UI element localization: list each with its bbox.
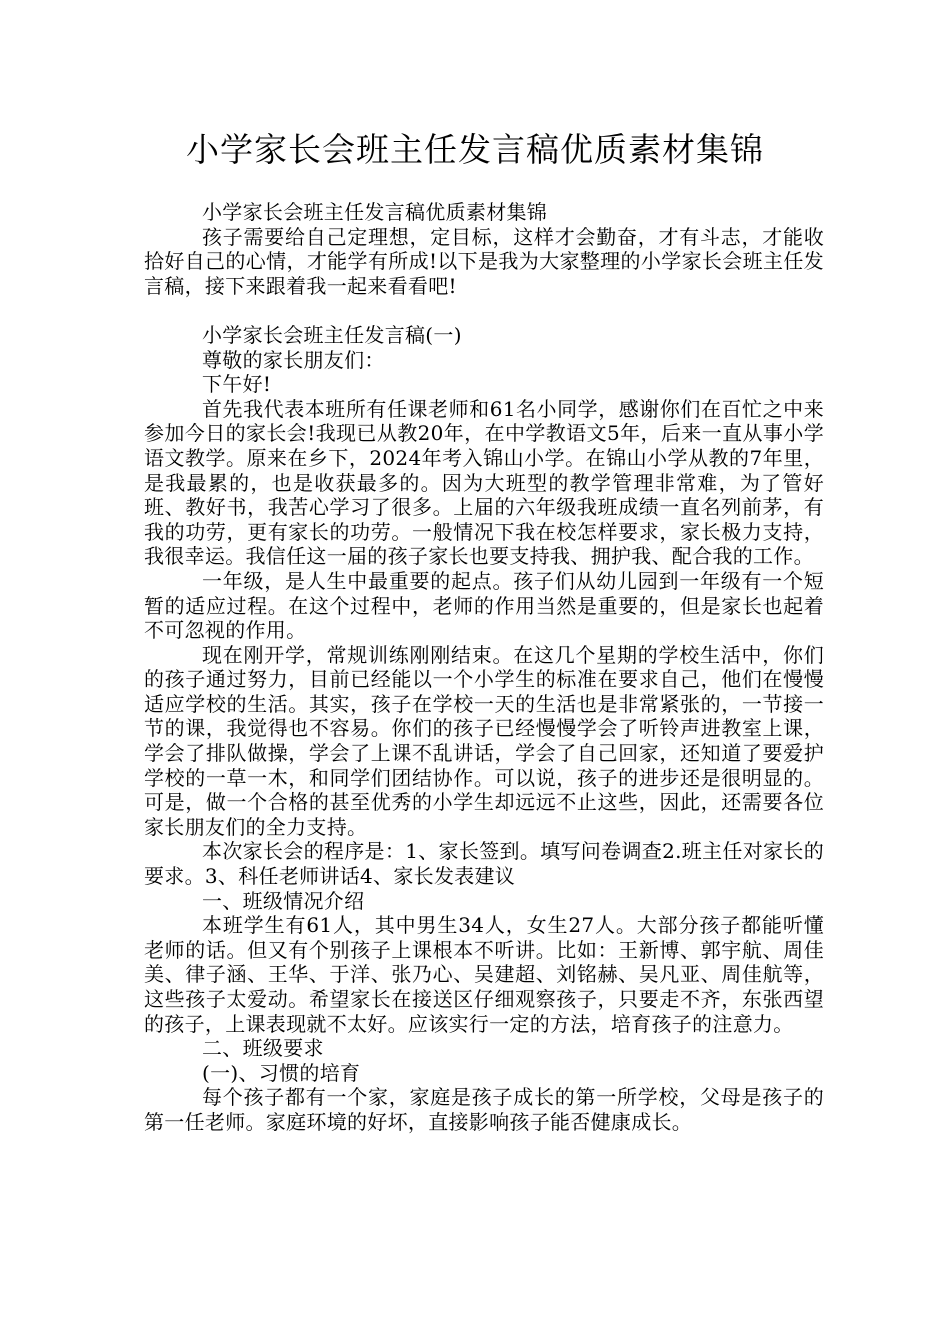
salutation: 尊敬的家长朋友们： bbox=[202, 347, 385, 372]
document-title: 小学家长会班主任发言稿优质素材集锦 bbox=[186, 130, 764, 169]
section-heading: 一、班级情况介绍 bbox=[202, 888, 365, 913]
blank-line bbox=[144, 298, 824, 323]
paragraph: 首先我代表本班所有任课老师和61名小同学，感谢你们在百忙之中来参加今日的家长会!我现已从教20年，在中学教语文5年，后来一直从事小学语文教学。原来在乡下，2024年考入锦山小学。在锦山小学从教的7年里，是我最累的，也是收获最多的。因为大班型的教学管理非常难，为了管好班、教好书，我苦心学习了很多。上届的六年级我班成绩一直名列前茅，有我的功劳，更有家长的功劳。一般情况下我在校怎样要求，家长极力支持，我很幸运。我信任这一届的孩子家长也要支持我、拥护我、配合我的工作。 bbox=[144, 396, 824, 569]
paragraph: 每个孩子都有一个家，家庭是孩子成长的第一所学校，父母是孩子的第一任老师。家庭环境的好坏，直接影响孩子能否健康成长。 bbox=[144, 1085, 824, 1134]
greeting: 下午好! bbox=[202, 372, 272, 397]
section-heading: 小学家长会班主任发言稿(一) bbox=[202, 322, 462, 347]
document-body bbox=[144, 200, 824, 1135]
subsection-heading: (一)、习惯的培育 bbox=[202, 1060, 361, 1085]
paragraph: 孩子需要给自己定理想，定目标，这样才会勤奋，才有斗志，才能收拾好自己的心情，才能学有所成!以下是我为大家整理的小学家长会班主任发言稿，接下来跟着我一起来看看吧! bbox=[144, 224, 824, 298]
paragraph: 本班学生有61人，其中男生34人，女生27人。大部分孩子都能听懂老师的话。但又有个别孩子上课根本不听讲。比如：王新博、郭宇航、周佳美、律子涵、王华、于洋、张乃心、吴建超、刘铭赫、吴凡亚、周佳航等，这些孩子太爱动。希望家长在接送区仔细观察孩子，只要走不齐，东张西望的孩子，上课表现就不太好。应该实行一定的方法，培育孩子的注意力。 bbox=[144, 913, 824, 1036]
section-heading: 二、班级要求 bbox=[202, 1036, 324, 1061]
paragraph: 本次家长会的程序是：1、家长签到。填写问卷调查2.班主任对家长的要求。3、科任老师讲话4、家长发表建议 bbox=[144, 839, 824, 889]
paragraph: 小学家长会班主任发言稿优质素材集锦 bbox=[202, 200, 548, 224]
paragraph: 现在刚开学，常规训练刚刚结束。在这几个星期的学校生活中，你们的孩子通过努力，目前已经能以一个小学生的标准在要求自己，他们在慢慢适应学校的生活。其实，孩子在学校一天的生活也是非常紧张的，一节接一节的课，我觉得也不容易。你们的孩子已经慢慢学会了听铃声进教室上课，学会了排队做操，学会了上课不乱讲话，学会了自己回家，还知道了要爱护学校的一草一木，和同学们团结协作。可以说，孩子的进步还是很明显的。可是，做一个合格的甚至优秀的小学生却远远不止这些，因此，还需要各位家长朋友们的全力支持。 bbox=[144, 642, 824, 839]
paragraph: 一年级，是人生中最重要的起点。孩子们从幼儿园到一年级有一个短暂的适应过程。在这个过程中，老师的作用当然是重要的，但是家长也起着不可忽视的作用。 bbox=[144, 568, 824, 643]
